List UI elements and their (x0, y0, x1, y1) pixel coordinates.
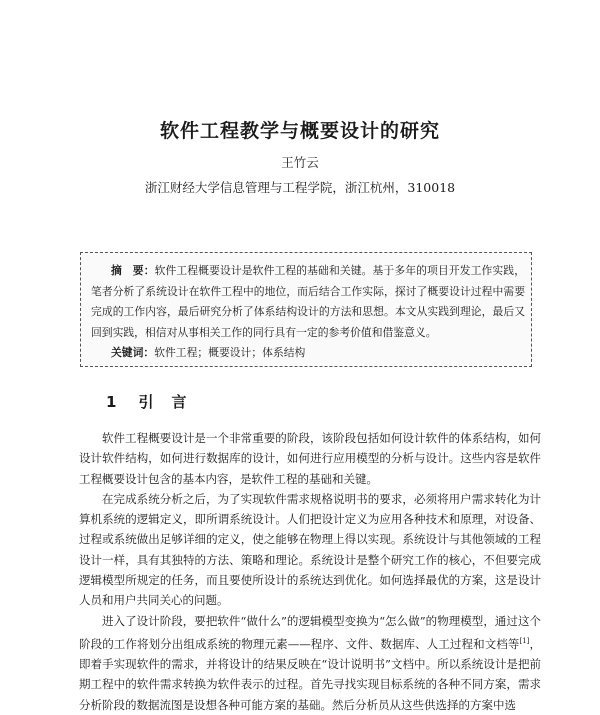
body-paragraph-1: 软件工程概要设计是一个非常重要的阶段，该阶段包括如何设计软件的体系结构，如何设计软件结构，如何进行数据库的设计，如何进行应用模型的分析与设计。这些内容是软件工程概要设计包含的基本内容，是软件工程的基础和关键。 (79, 431, 541, 486)
body-paragraph-2: 在完成系统分析之后，为了实现软件需求规格说明书的要求，必须将用户需求转化为计算机系统的逻辑定义，即所谓系统设计。人们把设计定义为应用各种技术和原理，对设备、过程或系统做出足够详细的定义，使之能够在物理上得以实现。系统设计与其他领域的工程设计一样，具有其独特的方法、策略和理论。系统设计是整个研究工作的核心，不但要完成逻辑模型所规定的任务，而且要使所设计的系统达到优化。如何选择最优的方案，这是设计人员和用户共同关心的问题。 (79, 491, 541, 608)
keywords-text: 软件工程；概要设计；体系结构 (154, 346, 306, 359)
paper-title: 软件工程教学与概要设计的研究 (159, 120, 440, 142)
section-heading (106, 391, 204, 412)
abstract-paragraph (91, 261, 525, 343)
author-affiliation: 浙江财经大学信息管理与工程学院，浙江杭州，310018 (144, 180, 456, 195)
keywords-line (91, 343, 525, 364)
body-paragraph-3 (79, 611, 541, 715)
abstract-label: 摘 要： (111, 264, 155, 277)
citation-reference: [1] (519, 636, 530, 645)
section-title: 引言 (138, 393, 205, 411)
section-number: 1 (106, 393, 117, 411)
body-paragraph-3-part-2: ，即着手实现软件的需求，并将设计的结果反映在“设计说明书”文档中。所以系统设计是把前期工程中的软件需求转换为软件表示的过程。首先寻找实现目标系统的各种不同方案，需求分析阶段的数据流图是设想各种可能方案的基础。然后分析员从这些供选择的方案中选 (79, 636, 542, 712)
abstract-box (80, 252, 532, 367)
abstract-text: 软件工程概要设计是软件工程的基础和关键。基于多年的项目开发工作实践，笔者分析了系统设计在软件工程中的地位，而后结合工作实际，探讨了概要设计过程中需要完成的工作内容，最后研究分析了体系结构设计的方法和思想。本文从实践到理论，最后又回到实践，相信对从事相关工作的同行具有一定的参考价值和借鉴意义。 (91, 264, 526, 339)
body-paragraph-3-part-1: 进入了设计阶段，要把软件“做什么”的逻辑模型变换为“怎么做”的物理模型，通过这个阶段的工作将划分出组成系统的物理元素——程序、文件、数据库、人工过程和文档等 (79, 613, 541, 651)
keywords-label: 关键词： (111, 346, 155, 359)
body-text (79, 428, 541, 715)
author-name: 王竹云 (281, 155, 319, 170)
